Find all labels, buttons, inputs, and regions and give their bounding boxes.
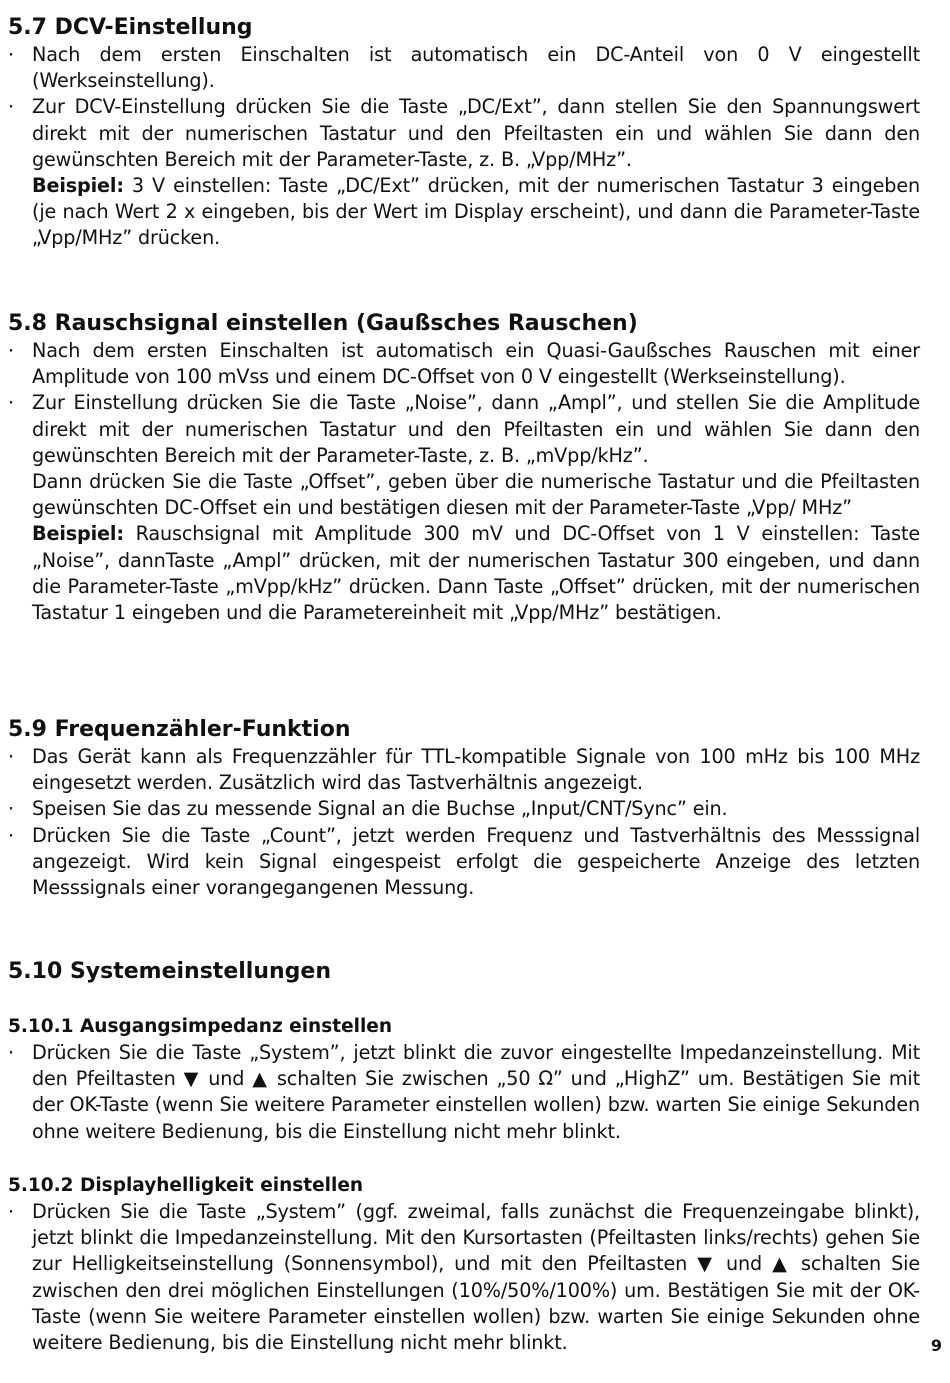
section-systemeinstellungen <box>8 958 920 986</box>
subsection-ausgangsimpedanz <box>8 1014 920 1145</box>
bullet: · <box>8 797 14 821</box>
list-item <box>8 744 920 796</box>
example-label: Beispiel: <box>32 174 124 198</box>
bullet: · <box>8 823 14 847</box>
subsection-heading: 5.10.1 Ausgangsimpedanz einstellen <box>8 1016 393 1037</box>
section-heading: 5.8 Rauschsignal einstellen (Gaußsches Rauschen) <box>8 311 638 336</box>
example-paragraph <box>32 521 920 626</box>
subsection-heading: 5.10.2 Displayhelligkeit einstellen <box>8 1175 364 1196</box>
section-heading: 5.7 DCV-Einstellung <box>8 15 253 40</box>
bullet: · <box>8 95 14 119</box>
section-heading: 5.9 Frequenzähler-Funktion <box>8 717 351 742</box>
bullet: · <box>8 745 14 768</box>
list-item <box>8 823 920 902</box>
paragraph: Zur Einstellung drücken Sie die Taste „Noise”, dann „Ampl”, und stellen Sie die Amplitude direkt mit der numerischen Tastatur und den Pfeiltasten ein und wählen Sie dann den gewünschten Bereich mit der Parameter-Taste, z. B. „mVpp/kHz”. <box>32 391 920 467</box>
subsection-displayhelligkeit <box>8 1173 920 1356</box>
bullet: · <box>8 1200 14 1223</box>
list-item <box>8 42 920 94</box>
list-item <box>8 1040 920 1145</box>
list-item <box>8 94 920 251</box>
example-text: Rauschsignal mit Amplitude 300 mV und DC-Offset von 1 V einstellen: Taste „Noise”, dannTaste „Ampl” drücken, mit der numerischen Tastatur 300 eingeben, und dann die Parameter-Taste „mVpp/kHz” drücken. Dann Taste „Offset” drücken, mit der numerischen Tastatur 1 eingeben und die Parametereinheit mit „Vpp/MHz” bestätigen. <box>32 522 920 625</box>
page-number: 9 <box>930 1336 942 1355</box>
list-item <box>8 1199 920 1356</box>
section-dcv-einstellung <box>8 14 920 252</box>
example-label: Beispiel: <box>32 522 124 546</box>
paragraph: Zur DCV-Einstellung drücken Sie die Taste „DC/Ext”, dann stellen Sie den Spannungswert direkt mit der numerischen Tastatur und den Pfeiltasten ein und wählen Sie dann den gewünschten Bereich mit der Parameter-Taste, z. B. „Vpp/MHz”. <box>32 95 920 171</box>
paragraph: Drücken Sie die Taste „Count”, jetzt werden Frequenz und Tastverhältnis des Messsignal angezeigt. Wird kein Signal eingespeist erfolgt die gespeicherte Anzeige des letzten Messsignals einer vorangegangenen Messung. <box>32 823 920 900</box>
bullet: · <box>8 391 14 415</box>
list-item <box>8 796 920 822</box>
paragraph: Das Gerät kann als Frequenzzähler für TTL-kompatible Signale von 100 mHz bis 100 MHz eingesetzt werden. Zusätzlich wird das Tastverhältnis angezeigt. <box>32 745 920 795</box>
bullet: · <box>8 339 14 362</box>
paragraph: Drücken Sie die Taste „System” (ggf. zweimal, falls zunächst die Frequenzeingabe blinkt), jetzt blinkt die Impedanzeinstellung. Mit den Kursortasten (Pfeiltasten links/rechts) gehen Sie zur Helligkeitseinstellung (Sonnensymbol), und mit den Pfeiltasten ▼ und ▲ schalten Sie zwischen den drei möglichen Einstellungen (10%/50%/100%) um. Bestätigen Sie mit der OK-Taste (wenn Sie weitere Parameter einstellen wollen) bzw. warten Sie einige Sekunden ohne weitere Bedienung, bis die Einstellung nicht mehr blinkt. <box>32 1200 920 1355</box>
section-rauschsignal <box>8 310 920 626</box>
bullet: · <box>8 43 14 66</box>
section-heading: 5.10 Systemeinstellungen <box>8 959 331 984</box>
paragraph: Nach dem ersten Einschalten ist automatisch ein DC-Anteil von 0 V eingestellt (Werkseinstellung). <box>32 43 920 93</box>
paragraph: Dann drücken Sie die Taste „Offset”, geben über die numerische Tastatur und die Pfeiltasten gewünschten DC-Offset ein und bestätigen diesen mit der Parameter-Taste „Vpp/ MHz” <box>32 470 920 520</box>
example-paragraph <box>32 173 920 252</box>
list-item <box>8 390 920 626</box>
paragraph: Drücken Sie die Taste „System”, jetzt blinkt die zuvor eingestellte Impedanzeinstellung. Mit den Pfeiltasten ▼ und ▲ schalten Sie zwischen „50 Ω” und „HighZ” um. Bestätigen Sie mit der OK-Taste (wenn Sie weitere Parameter einstellen wollen) bzw. warten Sie einige Sekunden ohne weitere Bedienung, bis die Einstellung nicht mehr blinkt. <box>32 1041 920 1143</box>
paragraph: Nach dem ersten Einschalten ist automatisch ein Quasi-Gaußsches Rauschen mit einer Amplitude von 100 mVss und einem DC-Offset von 0 V eingestellt (Werkseinstellung). <box>32 339 920 389</box>
paragraph: Speisen Sie das zu messende Signal an die Buchse „Input/CNT/Sync” ein. <box>32 797 728 821</box>
section-frequenzzaehler <box>8 716 920 901</box>
bullet: · <box>8 1041 14 1064</box>
example-text: 3 V einstellen: Taste „DC/Ext” drücken, mit der numerischen Tastatur 3 eingeben (je nach Wert 2 x eingeben, bis der Wert im Display erscheint), und dann die Parameter-Taste „Vpp/MHz” drücken. <box>32 174 920 250</box>
list-item <box>8 338 920 390</box>
